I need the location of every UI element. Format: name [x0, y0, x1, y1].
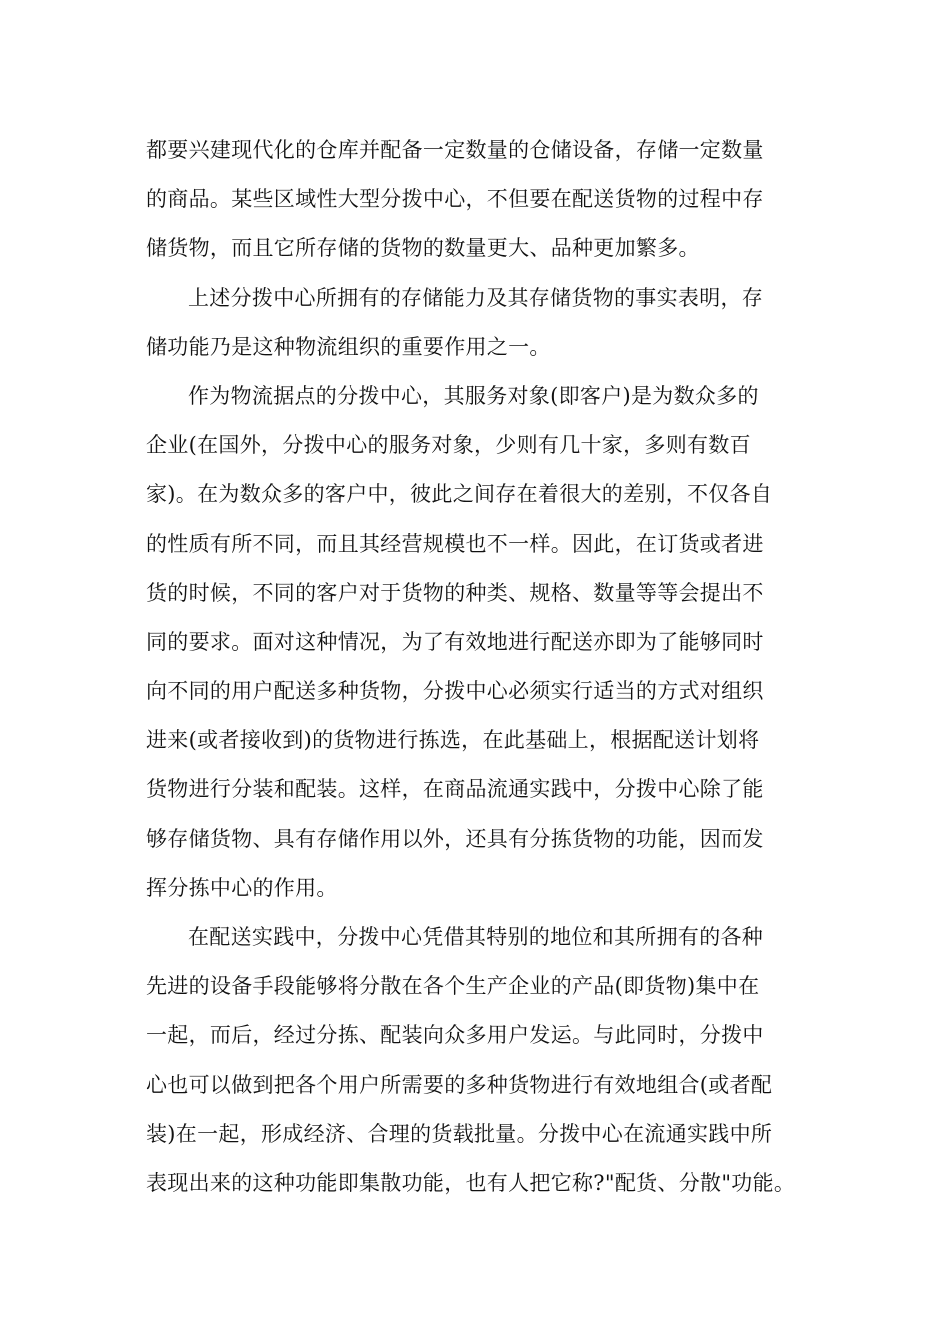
text-line: 储功能乃是这种物流组织的重要作用之一。	[146, 334, 551, 359]
text-line: 都要兴建现代化的仓库并配备一定数量的仓储设备，存储一定数量	[146, 138, 764, 162]
document-body	[146, 126, 816, 1208]
text-line: 的性质有所不同，而且其经营规模也不一样。因此，在订货或者进	[146, 531, 764, 556]
text-line: 表现出来的这种功能即集散功能，也有人把它称?"配货、分散"功能。	[146, 1170, 796, 1195]
text-line: 心也可以做到把各个用户所需要的多种货物进行有效地组合(或者配	[146, 1072, 773, 1097]
text-line: 货物进行分装和配装。这样，在商品流通实践中，分拨中心除了能	[146, 777, 764, 802]
text-line: 企业(在国外，分拨中心的服务对象，少则有几十家，多则有数百	[146, 433, 751, 458]
text-line: 在配送实践中，分拨中心凭借其特别的地位和其所拥有的各种	[188, 925, 764, 949]
text-line: 挥分拣中心的作用。	[146, 875, 338, 900]
paragraph-sorting-function	[146, 372, 816, 913]
text-line: 货的时候，不同的客户对于货物的种类、规格、数量等等会提出不	[146, 580, 764, 605]
text-line: 的商品。某些区域性大型分拨中心，不但要在配送货物的过程中存	[146, 187, 764, 212]
text-line: 进来(或者接收到)的货物进行拣选，在此基础上，根据配送计划将	[146, 728, 760, 753]
text-line: 储货物，而且它所存储的货物的数量更大、品种更加繁多。	[146, 236, 700, 261]
text-line: 一起，而后，经过分拣、配装向众多用户发运。与此同时，分拨中	[146, 1023, 764, 1048]
paragraph-distribution-function	[146, 913, 816, 1208]
text-line: 同的要求。面对这种情况，为了有效地进行配送亦即为了能够同时	[146, 629, 764, 654]
text-line: 家)。在为数众多的客户中，彼此之间存在着很大的差别，不仅各自	[146, 482, 773, 507]
paragraph-storage-continued	[146, 126, 816, 274]
text-line: 够存储货物、具有存储作用以外，还具有分拣货物的功能，因而发	[146, 826, 764, 851]
text-line: 先进的设备手段能够将分散在各个生产企业的产品(即货物)集中在	[146, 974, 760, 999]
text-line: 作为物流据点的分拨中心，其服务对象(即客户)是为数众多的	[188, 383, 759, 408]
text-line: 装)在一起，形成经济、合理的货载批量。分拨中心在流通实践中所	[146, 1121, 773, 1146]
text-line: 向不同的用户配送多种货物，分拨中心必须实行适当的方式对组织	[146, 679, 764, 704]
paragraph-storage-function	[146, 274, 816, 372]
text-line: 上述分拨中心所拥有的存储能力及其存储货物的事实表明，存	[188, 285, 764, 310]
